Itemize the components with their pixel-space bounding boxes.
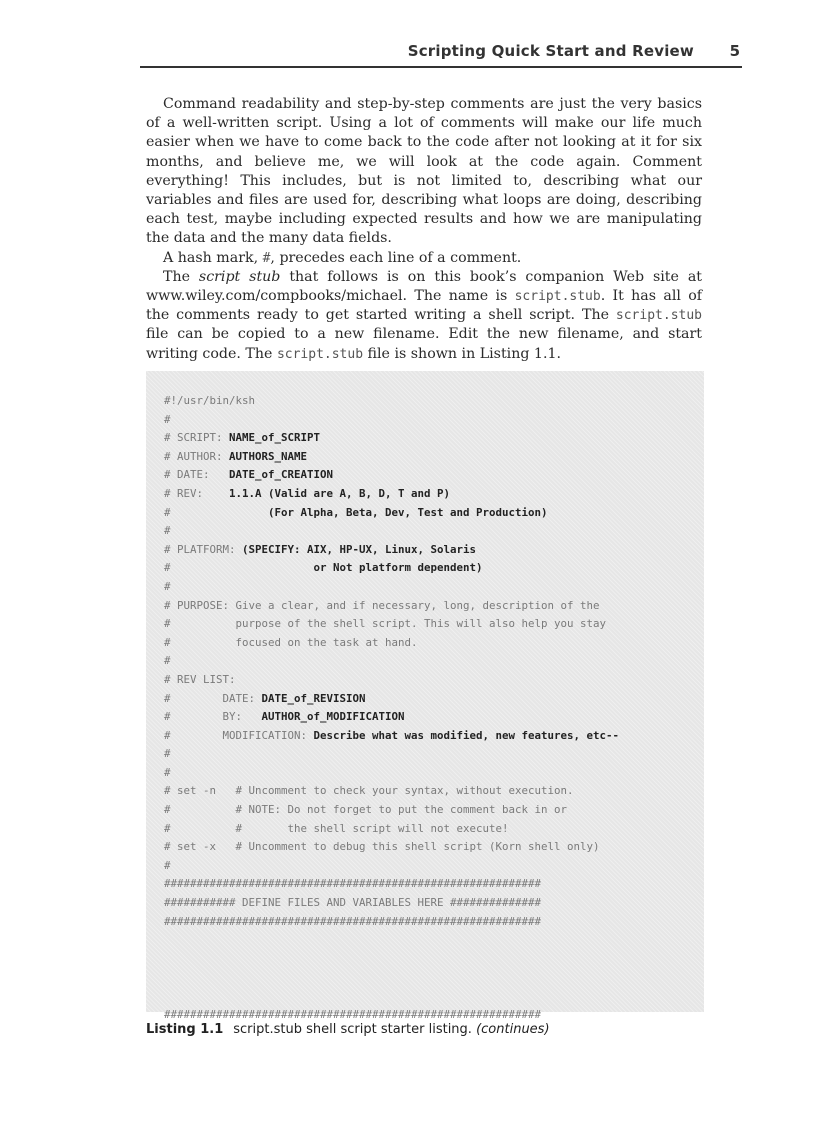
code-line: # DATE: bbox=[164, 468, 230, 482]
code-placeholder: AUTHOR_of_MODIFICATION bbox=[261, 710, 405, 724]
code-placeholder: (For Alpha, Beta, Dev, Test and Production) bbox=[268, 505, 548, 519]
code-line: # # NOTE: Do not forget to put the comment back in or bbox=[164, 803, 568, 817]
code-line: ########################################################## bbox=[164, 914, 542, 928]
code-line: # AUTHOR: bbox=[164, 449, 230, 463]
filename-code: script.stub bbox=[276, 346, 364, 362]
paragraph-1: Command readability and step-by-step comments are just the very basics of a well-written script. Using a lot of comments will make our life much easier when we have to come back to the code after not looking at it for six months, and believe me, we will look at the code again. Comment everything! This includes, but is not limited to, describing what our variables and files are used for, describing what loops are doing, describing each test, maybe including expected results and how we are manipulating the data and the many data fields. bbox=[146, 96, 702, 247]
code-placeholder: Describe what was modified, new features, etc-- bbox=[313, 728, 620, 742]
text-run: file can be copied to a new filename. Edit the new filename, and start writing code. The bbox=[146, 326, 702, 362]
code-line: # PLATFORM: bbox=[164, 542, 243, 556]
code-line: # BY: bbox=[164, 710, 262, 724]
code-line: # bbox=[164, 412, 171, 426]
code-line: # bbox=[164, 654, 171, 668]
script-stub-term: script stub bbox=[198, 268, 281, 285]
text-run: file is shown in Listing 1.1. bbox=[363, 345, 561, 362]
code-line: #!/usr/bin/ksh bbox=[164, 394, 256, 407]
text-run: . It has all of the comments ready to get started writing a shell script. The bbox=[146, 288, 703, 324]
caption-label: Listing 1.1 bbox=[146, 1022, 224, 1037]
text-run: A hash mark, bbox=[163, 249, 263, 266]
code-placeholder: AUTHORS_NAME bbox=[229, 449, 308, 463]
filename-code: script.stub bbox=[514, 289, 601, 305]
companion-url: www.wiley.com/compbooks/michael bbox=[146, 288, 403, 305]
code-line: # purpose of the shell script. This will also help you stay bbox=[164, 617, 607, 631]
body-text bbox=[146, 95, 702, 364]
code-line: # REV: bbox=[164, 486, 230, 500]
code-listing bbox=[164, 392, 619, 1024]
caption-text: script.stub shell script starter listing. bbox=[233, 1022, 472, 1037]
code-line: # bbox=[164, 561, 314, 575]
code-line: # REV LIST: bbox=[164, 672, 236, 686]
code-line: # DATE: bbox=[164, 691, 262, 705]
code-line: # PURPOSE: Give a clear, and if necessary, long, description of the bbox=[164, 598, 600, 612]
code-placeholder: DATE_of_REVISION bbox=[261, 691, 366, 705]
text-run: , precedes each line of a comment. bbox=[270, 249, 522, 266]
hash-code: # bbox=[262, 250, 271, 266]
listing-caption bbox=[146, 1022, 550, 1037]
code-line: # set -x # Uncomment to debug this shell script (Korn shell only) bbox=[164, 840, 600, 854]
code-line: # bbox=[164, 858, 171, 872]
code-line: # set -n # Uncomment to check your syntax, without execution. bbox=[164, 784, 574, 798]
text-run: that follows is on this book’s companion Web site at bbox=[280, 268, 702, 285]
code-line: # focused on the task at hand. bbox=[164, 635, 418, 649]
code-line: # MODIFICATION: bbox=[164, 728, 314, 742]
code-line: # bbox=[164, 579, 171, 593]
code-line: ########### DEFINE FILES AND VARIABLES HERE ############## bbox=[164, 896, 542, 910]
running-head-title: Scripting Quick Start and Review bbox=[407, 42, 694, 60]
code-line: # bbox=[164, 765, 171, 779]
code-line: ########################################################## bbox=[164, 877, 542, 891]
code-placeholder: DATE_of_CREATION bbox=[229, 468, 334, 482]
code-line: # bbox=[164, 524, 171, 538]
code-placeholder: 1.1.A (Valid are A, B, D, T and P) bbox=[229, 486, 451, 500]
code-line: # bbox=[164, 505, 269, 519]
filename-code: script.stub bbox=[615, 308, 702, 324]
page-header bbox=[140, 38, 742, 68]
caption-continues: (continues) bbox=[476, 1022, 550, 1037]
code-line: # bbox=[164, 747, 171, 761]
paragraph-3 bbox=[146, 268, 702, 364]
code-line: # SCRIPT: bbox=[164, 431, 230, 445]
code-placeholder: (SPECIFY: AIX, HP-UX, Linux, Solaris bbox=[242, 542, 477, 556]
text-run: The bbox=[163, 268, 199, 285]
paragraph-2 bbox=[146, 249, 702, 268]
code-listing-box bbox=[146, 371, 704, 1021]
code-placeholder: or Not platform dependent) bbox=[313, 561, 483, 575]
page-number: 5 bbox=[729, 42, 740, 60]
code-placeholder: NAME_of_SCRIPT bbox=[229, 431, 321, 445]
code-line: ########################################################## bbox=[164, 1007, 542, 1021]
text-run: . The name is bbox=[402, 288, 515, 305]
code-line: # # the shell script will not execute! bbox=[164, 821, 509, 835]
